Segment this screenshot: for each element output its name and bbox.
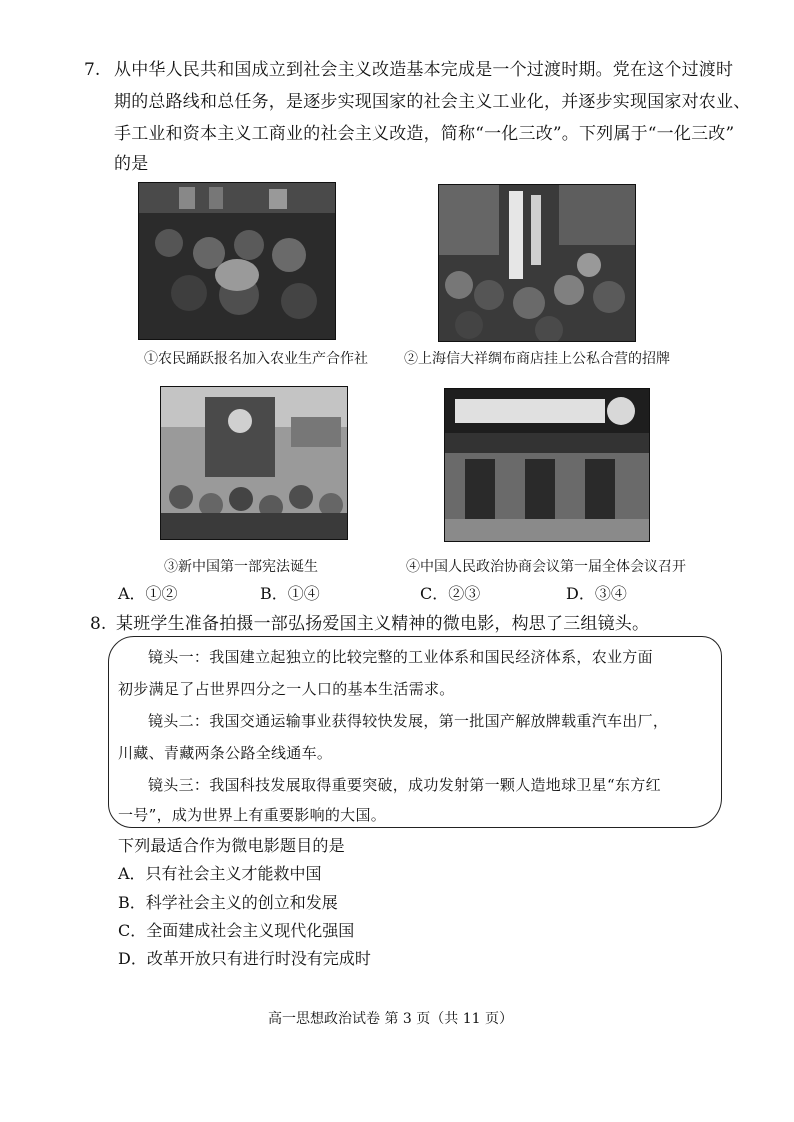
scene-2-line-1: 镜头二：我国交通运输事业获得较快发展，第一批国产解放牌载重汽车出厂，: [148, 712, 669, 730]
scene-1-line-1: 镜头一：我国建立起独立的比较完整的工业体系和国民经济体系，农业方面: [148, 648, 653, 666]
scene-2-line-2: 川藏、青藏两条公路全线通车。: [118, 744, 333, 762]
photo-cppcc-first-session: [444, 388, 650, 542]
q7-number: 7.: [84, 60, 101, 80]
page-footer: 高一思想政治试卷 第 3 页（共 11 页）: [268, 1011, 513, 1027]
q7-option-d: D．③④: [566, 584, 627, 603]
caption-3: ③新中国第一部宪法诞生: [164, 559, 318, 575]
q8-number: 8.: [90, 614, 107, 634]
q7-option-b: B．①④: [260, 584, 320, 603]
q7-option-c: C．②③: [420, 584, 481, 603]
q7-stem-line-3: 手工业和资本主义工商业的社会主义改造，简称“一化三改”。下列属于“一化三改”: [114, 124, 735, 144]
photo-shanghai-store-sign: [438, 184, 636, 342]
photo-first-constitution: [160, 386, 348, 540]
scene-1-line-2: 初步满足了占世界四分之一人口的基本生活需求。: [118, 680, 455, 698]
q8-option-b: B．科学社会主义的创立和发展: [118, 893, 338, 912]
q7-stem-line-4: 的是: [114, 154, 149, 174]
photo-farmers-cooperative: [138, 182, 336, 340]
caption-2: ②上海信大祥绸布商店挂上公私合营的招牌: [404, 351, 670, 367]
q8-option-a: A．只有社会主义才能救中国: [118, 864, 322, 883]
q8-option-c: C．全面建成社会主义现代化强国: [118, 921, 355, 940]
q8-option-d: D．改革开放只有进行时没有完成时: [118, 949, 371, 968]
q7-option-a: A．①②: [118, 584, 178, 603]
scene-3-line-2: 一号”，成为世界上有重要影响的大国。: [118, 806, 387, 824]
q8-stem: 某班学生准备拍摄一部弘扬爱国主义精神的微电影，构思了三组镜头。: [116, 614, 650, 634]
caption-1: ①农民踊跃报名加入农业生产合作社: [144, 351, 368, 367]
q8-question: 下列最适合作为微电影题目的是: [118, 836, 345, 855]
caption-4: ④中国人民政治协商会议第一届全体会议召开: [406, 559, 686, 575]
q7-stem-line-2: 期的总路线和总任务，是逐步实现国家的社会主义工业化，并逐步实现国家对农业、: [114, 92, 751, 112]
scene-3-line-1: 镜头三：我国科技发展取得重要突破，成功发射第一颗人造地球卫星“东方红: [148, 776, 661, 794]
q7-stem-line-1: 从中华人民共和国成立到社会主义改造基本完成是一个过渡时期。党在这个过渡时: [114, 60, 734, 80]
